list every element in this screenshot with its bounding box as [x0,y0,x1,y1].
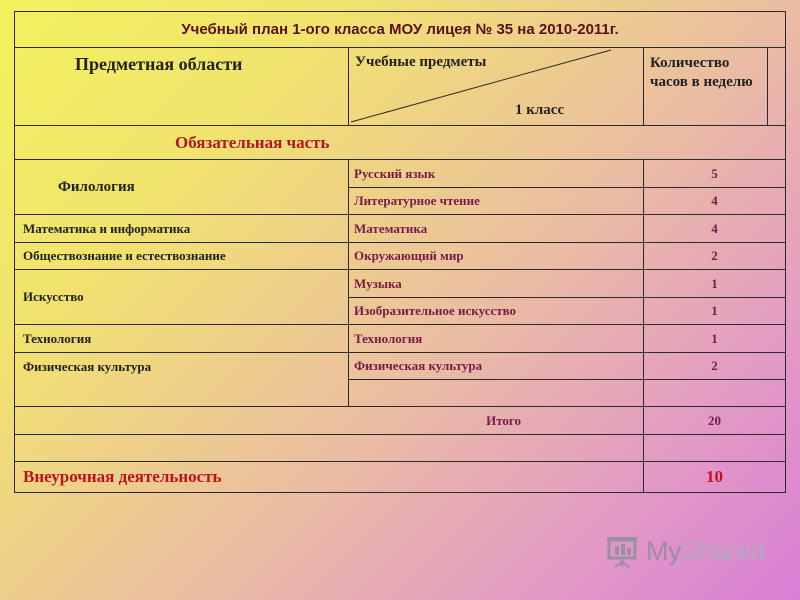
empty-cell [644,380,786,407]
area-cell: Обществознание и естествознание [15,243,349,270]
area-cell: Математика и информатика [15,215,349,243]
header-hours: Количество часов в неделю [644,48,768,126]
empty-cell [644,435,786,462]
logo-prefix: My [646,535,681,566]
area-cell: Технология [15,325,349,353]
subject-cell: Русский язык [349,160,644,188]
total-hours: 20 [644,407,786,435]
header-empty-cell [768,48,786,126]
area-cell: Искусство [15,270,349,325]
header-subjects-grade [349,48,644,126]
area-cell: Физическая культура [15,353,349,407]
header-grade: 1 класс [515,102,565,118]
hours-cell: 5 [644,160,786,188]
subject-cell: Математика [349,215,644,243]
hours-cell: 2 [644,243,786,270]
subject-cell: Изобразительное искусство [349,298,644,325]
section-title: Обязательная часть [15,126,786,160]
hours-cell: 1 [644,325,786,353]
empty-cell [349,380,644,407]
hours-cell: 4 [644,215,786,243]
myshared-logo [606,534,765,568]
hours-cell: 1 [644,298,786,325]
header-subjects: Учебные предметы [355,54,487,70]
hours-cell: 1 [644,270,786,298]
subject-cell: Физическая культура [349,353,644,380]
total-label: Итого [15,407,644,435]
extracurricular-hours: 10 [644,462,786,493]
logo-suffix: Shared [681,535,766,566]
presentation-icon [606,534,640,568]
header-subject-area: Предметная области [15,48,349,126]
hours-cell: 2 [644,353,786,380]
subject-cell: Литературное чтение [349,188,644,215]
hours-cell: 4 [644,188,786,215]
curriculum-table [14,11,786,493]
empty-cell [15,435,644,462]
table-title: Учебный план 1-ого класса МОУ лицея № 35 на 2010-2011г. [15,12,786,48]
area-cell: Филология [15,160,349,215]
subject-cell: Технология [349,325,644,353]
subject-cell: Окружающий мир [349,243,644,270]
subject-cell: Музыка [349,270,644,298]
extracurricular-label: Внеурочная деятельность [15,462,644,493]
